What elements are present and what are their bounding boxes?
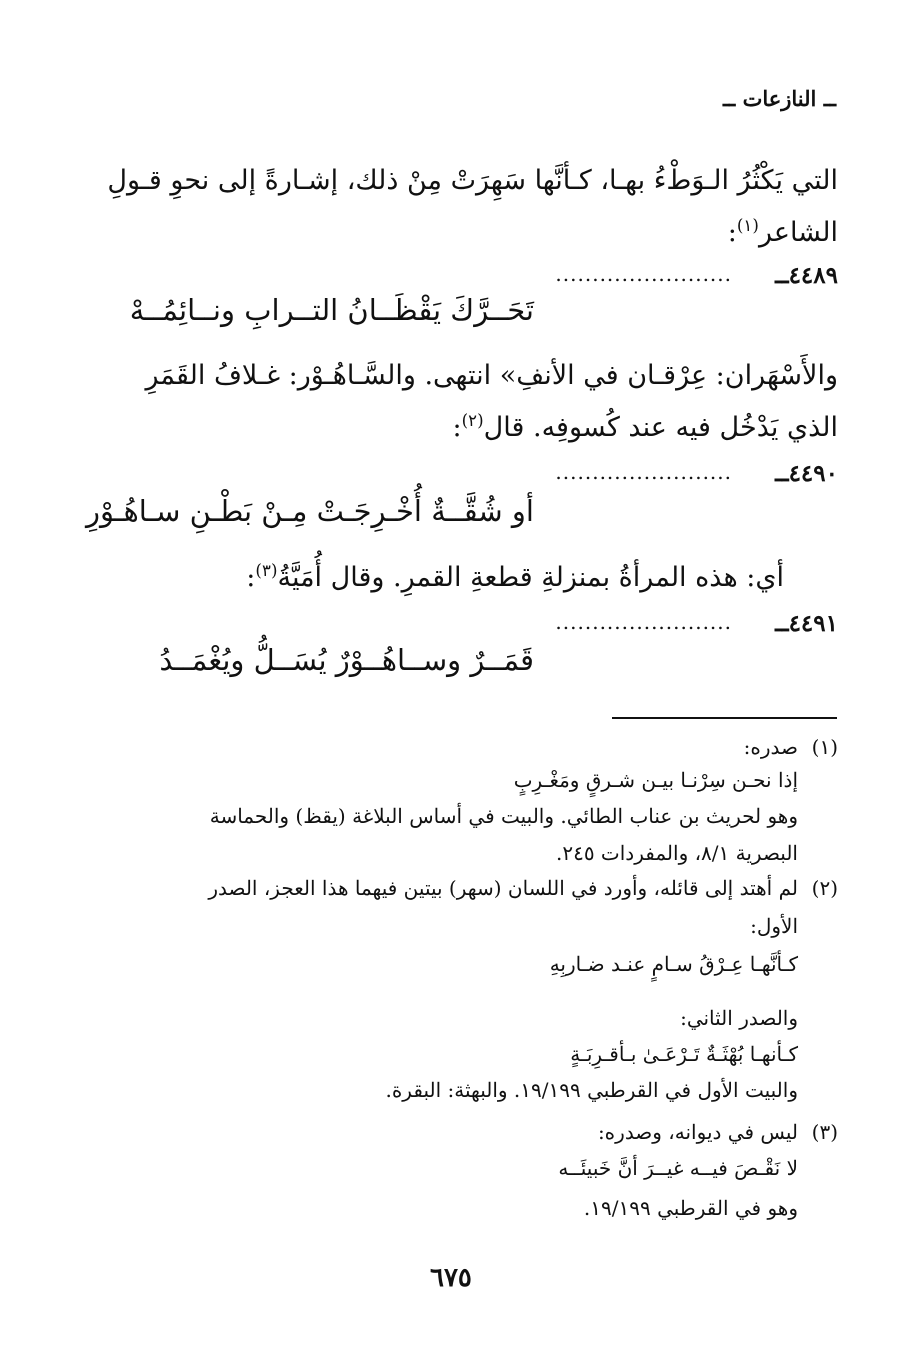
running-header: ــ النازعات ــ	[722, 86, 836, 111]
body-line-4-text: الذي يَدْخُل فيه عند كُسوفِه. قال	[483, 412, 838, 443]
body-line-4	[452, 410, 838, 443]
footnote-1-verse: إذا نحـن سِرْنـا بيـن شـرقٍ ومَغْـرِبٍ	[513, 768, 798, 792]
footnote-2-line-4: والصدر الثاني:	[680, 1006, 798, 1030]
footnote-ref-2[interactable]: (٢)	[461, 410, 484, 430]
verse-ellipsis-2: ........................	[555, 460, 732, 484]
footnote-2-line-1: لم أهتد إلى قائله، وأورد في اللسان (سهر) بيتين فيهما هذا العجز، الصدر	[208, 876, 798, 900]
footnote-2-number: (٢)	[811, 876, 838, 900]
footnote-2-verse-2: كـأنهـا بُهْثَـةٌ تَـرْعَـىٰ بـأقـرِبَـةٍ	[570, 1042, 798, 1066]
page-number: ٦٧٥	[430, 1263, 472, 1293]
footnote-1-number: (١)	[811, 735, 838, 759]
body-line-3: والأَسْهَران: عِرْقـان في الأنفِ» انتهى. والسَّـاهُـوْر: غـلافُ القَمَرِ	[145, 360, 838, 391]
verse-1: تَحَــرَّكَ يَقْظَــانُ التــرابِ ونــائِمُــهْ	[129, 293, 534, 327]
verse-ellipsis-3: ........................	[555, 610, 732, 634]
verse-3: قَمَــرٌ وســاهُــوْرٌ يُسَــلُّ ويُغْمَــدُ	[159, 643, 534, 677]
body-line-5-colon: :	[246, 562, 256, 593]
body-line-1: التي يَكْثُرُ الـوَطْءُ بهـا، كـأنَّها سَهِرَتْ مِنْ ذلك، إشـارةً إلى نحوِ قـولِ	[107, 165, 838, 196]
footnote-ref-3[interactable]: (٣)	[255, 560, 278, 580]
footnote-1-line-1: صدره:	[743, 735, 798, 759]
body-line-2-colon: :	[727, 217, 737, 248]
footnote-3-number: (٣)	[811, 1120, 838, 1144]
footnote-separator	[612, 717, 837, 719]
body-line-2	[728, 215, 838, 248]
verse-ellipsis-1: ........................	[555, 262, 732, 286]
footnote-1-line-4: البصرية ٨/١، والمفردات ٢٤٥.	[555, 841, 798, 865]
footnote-2-line-6: والبيت الأول في القرطبي ١٩/١٩٩. والبهثة: البقرة.	[385, 1078, 798, 1102]
footnote-ref-1[interactable]: (١)	[736, 215, 759, 235]
body-line-5-text: أي: هذه المرأةُ بمنزلةِ قطعةِ القمرِ. وقال أُمَيَّةُ	[277, 562, 784, 593]
verse-2: أو شُقَّــةٌ أُخْـرِجَـتْ مِـنْ بَطْـنِ سـاهُـوْرِ	[86, 494, 534, 528]
footnote-3-line-1: ليس في ديوانه، وصدره:	[597, 1120, 798, 1144]
body-line-4-colon: :	[452, 412, 462, 443]
footnote-2-line-2: الأول:	[750, 914, 798, 938]
footnote-3-verse: لا نَقْـصَ فيــه غيــرَ أنَّ خَبيئَــه	[558, 1156, 798, 1180]
verse-number-4490: ٤٤٩٠ــ	[775, 460, 838, 487]
verse-number-4489: ٤٤٨٩ــ	[775, 262, 838, 289]
verse-number-4491: ٤٤٩١ــ	[775, 610, 838, 637]
footnote-2-verse-1: كـأنَّهـا عِـرْقُ سـامٍ عنـد ضـاربِهِ	[549, 952, 798, 976]
body-line-5	[246, 560, 784, 593]
footnote-1-line-3: وهو لحريث بن عناب الطائي. والبيت في أساس البلاغة (يقظ) والحماسة	[209, 804, 798, 828]
body-line-2-text: الشاعر	[758, 217, 838, 248]
footnote-3-line-3: وهو في القرطبي ١٩/١٩٩.	[583, 1196, 798, 1220]
